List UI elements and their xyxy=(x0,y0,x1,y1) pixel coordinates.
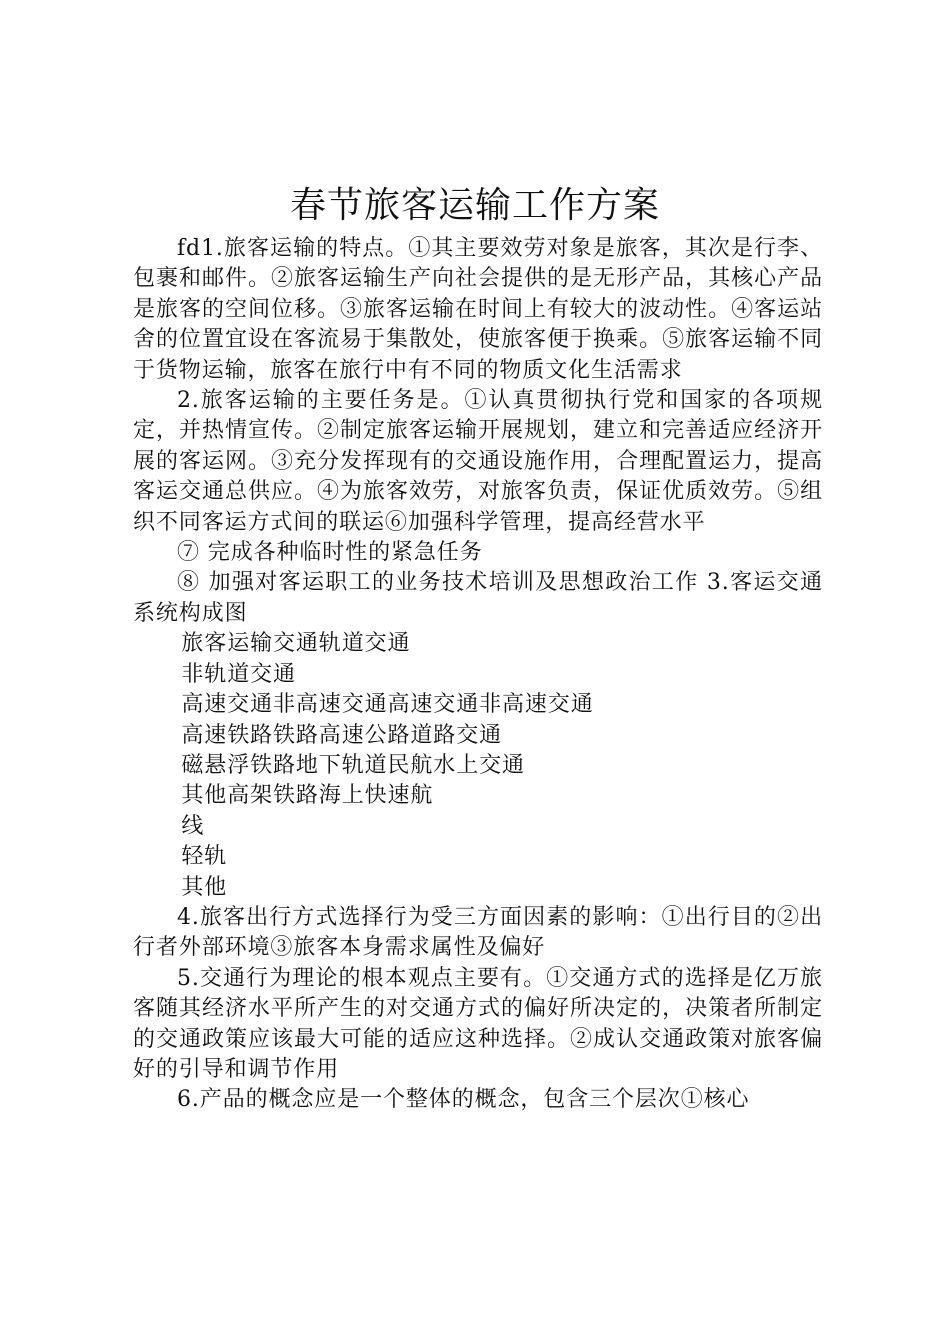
diagram-line: 其他 xyxy=(181,874,228,900)
diagram-line: 磁悬浮铁路地下轨道民航水上交通 xyxy=(181,752,525,778)
paragraph-6: 5.交通行为理论的根本观点主要有。①交通方式的选择是亿万旅客随其经济水平所产生的对交通方式的偏好所决定的，决策者所制定的交通政策应该最大可能的适应这种选择。②成认交通政策对旅客偏好的引导和调节作用 xyxy=(133,965,823,1082)
diagram-line: 非轨道交通 xyxy=(181,661,296,687)
diagram-line: 其他高架铁路海上快速航 xyxy=(181,783,434,809)
paragraph-1: fd1.旅客运输的特点。①其主要效劳对象是旅客，其次是行李、包裹和邮件。②旅客运输生产向社会提供的是无形产品，其核心产品是旅客的空间位移。③旅客运输在时间上有较大的波动性。④客运站舍的位置宜设在客流易于集散处，使旅客便于换乘。⑤旅客运输不同于货物运输，旅客在旅行中有不同的物质文化生活需求 xyxy=(133,236,823,383)
diagram-text-block xyxy=(133,629,823,903)
paragraph-3: ⑦ 完成各种临时性的紧急任务 xyxy=(177,540,483,566)
document-body xyxy=(133,234,823,1116)
diagram-line: 高速交通非高速交通高速交通非高速交通 xyxy=(181,692,594,718)
paragraph-5: 4.旅客出行方式选择行为受三方面因素的影响：①出行目的②出行者外部环境③旅客本身需求属性及偏好 xyxy=(133,904,823,961)
paragraph-2: 2.旅客运输的主要任务是。①认真贯彻执行党和国家的各项规定，并热情宣传。②制定旅客运输开展规划，建立和完善适应经济开展的客运网。③充分发挥现有的交通设施作用，合理配置运力，提高客运交通总供应。④为旅客效劳，对旅客负责，保证优质效劳。⑤组织不同客运方式间的联运⑥加强科学管理，提高经营水平 xyxy=(133,388,823,535)
diagram-line: 轻轨 xyxy=(181,844,228,870)
diagram-line: 线 xyxy=(181,813,205,839)
diagram-line: 高速铁路铁路高速公路道路交通 xyxy=(181,722,502,748)
document-title: 春节旅客运输工作方案 xyxy=(289,185,660,226)
diagram-line: 旅客运输交通轨道交通 xyxy=(181,631,411,657)
paragraph-4: ⑧ 加强对客运职工的业务技术培训及思想政治工作 3.客运交通系统构成图 xyxy=(133,570,823,626)
paragraph-7: 6.产品的概念应是一个整体的概念，包含三个层次①核心 xyxy=(177,1087,750,1113)
